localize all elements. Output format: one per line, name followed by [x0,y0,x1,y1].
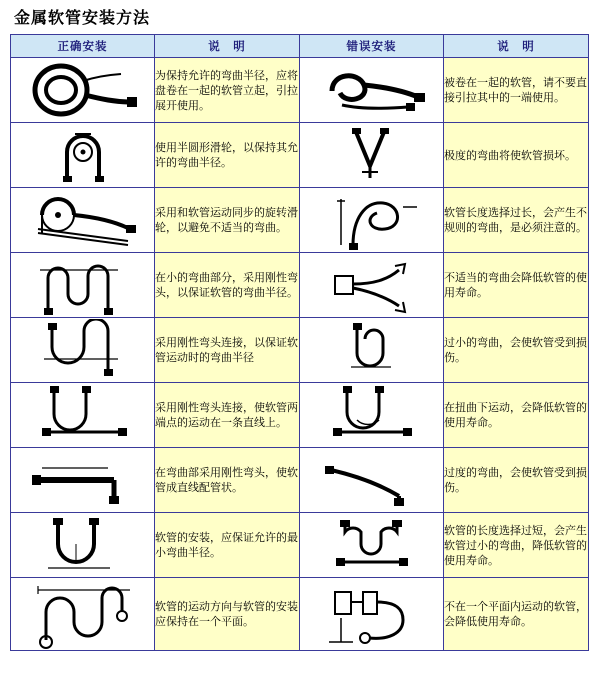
wrong-description: 极度的弯曲将使软管损坏。 [444,123,589,188]
correct-description: 使用半圆形滑轮，以保持其允许的弯曲半径。 [155,123,300,188]
wrong-figure-cell [300,383,444,448]
wrong-figure-cell [300,58,444,123]
coiled-hose-standing-coil-icon [11,58,154,122]
hose-too-long-irregular-loop-icon [300,188,443,252]
correct-description: 在弯曲部采用刚性弯头，使软管成直线配管状。 [155,448,300,513]
correct-figure-cell [11,123,155,188]
wrong-description: 被卷在一起的软管，请不要直接引拉其中的一端使用。 [444,58,589,123]
table-row [11,513,589,578]
page-title: 金属软管安装方法 [14,8,151,27]
hose-over-semicircular-sheave-icon [11,123,154,187]
table-row [11,188,589,253]
correct-figure-cell [11,578,155,651]
correct-description: 采用刚性弯头连接，以保证软管运动时的弯曲半径 [155,318,300,383]
table-row [11,58,589,123]
header-correct-installation: 正确安装 [11,35,155,58]
wrong-description: 过小的弯曲，会使软管受到损伤。 [444,318,589,383]
table-row [11,123,589,188]
hose-twisted-u-bend-icon [300,383,443,447]
rigid-elbow-both-ends-straight-line-icon [11,383,154,447]
wrong-description: 不适当的弯曲会降低软管的使用寿命。 [444,253,589,318]
table-row [11,383,589,448]
wrong-figure-cell [300,253,444,318]
correct-figure-cell [11,188,155,253]
header-wrong-description: 说 明 [444,35,589,58]
correct-figure-cell [11,448,155,513]
correct-description: 在小的弯曲部分，采用刚性弯头，以保证软管的弯曲半径。 [155,253,300,318]
correct-figure-cell [11,58,155,123]
table-row [11,578,589,651]
table-row [11,253,589,318]
wrong-figure-cell [300,188,444,253]
correct-figure-cell [11,318,155,383]
wrong-figure-cell [300,578,444,651]
table-row [11,318,589,383]
wrong-figure-cell [300,513,444,578]
hose-too-long-small-bend-icon [300,513,443,577]
correct-description: 为保持允许的弯曲半径，应将盘卷在一起的软管立起，引拉展开使用。 [155,58,300,123]
wrong-description: 软管的长度选择过短，会产生软管过小的弯曲，降低软管的使用寿命。 [444,513,589,578]
wrong-description: 过度的弯曲，会使软管受到损伤。 [444,448,589,513]
excessive-bend-straight-run-icon [300,448,443,512]
rigid-elbow-at-small-bend-icon [11,253,154,317]
hose-minimum-bend-radius-u-icon [11,513,154,577]
correct-description: 软管的安装，应保证允许的最小弯曲半径。 [155,513,300,578]
wrong-figure-cell [300,448,444,513]
hose-on-synchronized-rotating-sheave-icon [11,188,154,252]
correct-description: 采用和软管运动同步的旋转滑轮，以避免不适当的弯曲。 [155,188,300,253]
rigid-elbow-connection-u-loop-icon [11,318,154,382]
wrong-description: 在扭曲下运动，会降低软管的使用寿命。 [444,383,589,448]
wrong-figure-cell [300,123,444,188]
correct-description: 采用刚性弯头连接，使软管两端点的运动在一条直线上。 [155,383,300,448]
hose-sharp-v-bend-icon [300,123,443,187]
too-small-bend-radius-loop-icon [300,318,443,382]
header-wrong-installation: 错误安装 [300,35,444,58]
correct-figure-cell [11,253,155,318]
table-header-row [11,35,589,58]
wrong-figure-cell [300,318,444,383]
correct-figure-cell [11,383,155,448]
wrong-description: 不在一个平面内运动的软管，会降低使用寿命。 [444,578,589,651]
header-correct-description: 说 明 [155,35,300,58]
rigid-elbow-straight-piping-icon [11,448,154,512]
hose-installation-table [10,34,589,651]
correct-description: 软管的运动方向与软管的安装应保持在一个平面。 [155,578,300,651]
table-row [11,448,589,513]
hose-motion-out-of-plane-icon [300,578,443,650]
wrong-description: 软管长度选择过长，会产生不规则的弯曲，是必须注意的。 [444,188,589,253]
coiled-hose-pulled-from-center-icon [300,58,443,122]
correct-figure-cell [11,513,155,578]
improper-tight-bend-at-fitting-icon [300,253,443,317]
hose-motion-same-plane-icon [11,578,154,650]
